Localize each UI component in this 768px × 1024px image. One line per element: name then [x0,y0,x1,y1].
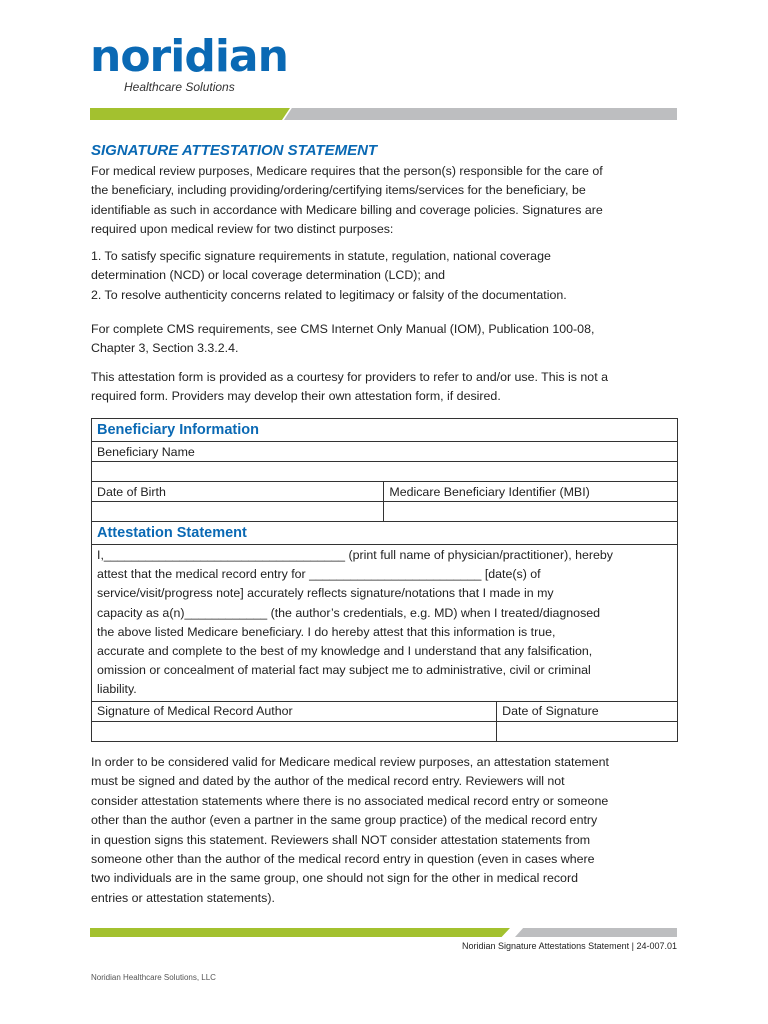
beneficiary-info-header: Beneficiary Information [92,419,678,442]
footer-bar-green [90,928,510,937]
beneficiary-name-field[interactable] [92,462,678,482]
cms-paragraph [91,320,594,359]
intro-paragraph [91,162,603,240]
header-bar-green [90,108,290,120]
purposes-list [91,247,567,305]
beneficiary-name-label: Beneficiary Name [92,442,678,462]
dob-field[interactable] [92,502,384,522]
list-item: 2. To resolve authenticity concerns related to legitimacy or falsity of the documentation. [91,287,567,302]
attestation-form [91,418,678,742]
text-line: In order to be considered valid for Medicare medical review purposes, an attestation statement [91,755,609,769]
signature-field[interactable] [92,721,497,741]
text-line: someone other than the author of the medical record entry in question (even in cases where [91,852,595,867]
list-item: determination (NCD) or local coverage determination (LCD); and [91,268,445,283]
validity-paragraph [91,753,609,908]
noridian-logo: noridian [90,31,288,82]
mbi-field[interactable] [384,502,678,522]
text-line: Chapter 3, Section 3.3.2.4. [91,341,239,356]
text-line: must be signed and dated by the author of the medical record entry. Reviewers will not [91,774,565,789]
signature-label: Signature of Medical Record Author [92,701,497,721]
text-line: the above listed Medicare beneficiary. I do hereby attest that this information is true, [97,624,556,639]
mbi-label: Medicare Beneficiary Identifier (MBI) [384,482,678,502]
text-line: required upon medical review for two distinct purposes: [91,222,394,237]
text-line: attest that the medical record entry for _________________________ [date(s) of [97,567,541,582]
footer-reference: Noridian Signature Attestations Statement | 24-007.01 [462,941,677,951]
attestation-header: Attestation Statement [92,522,678,545]
page-title: SIGNATURE ATTESTATION STATEMENT [91,142,378,159]
courtesy-paragraph [91,368,608,407]
text-line: accurate and complete to the best of my knowledge and I understand that any falsification, [97,644,593,659]
text-line: liability. [97,682,137,697]
text-line: the beneficiary, including providing/ordering/certifying items/services for the beneficiary, be [91,183,586,198]
text-line: This attestation form is provided as a courtesy for providers to refer to and/or use. This is not a [91,370,608,384]
date-of-signature-field[interactable] [497,721,678,741]
logo-subtitle: Healthcare Solutions [124,80,235,94]
text-line: two individuals are in the same group, one should not sign for the other in medical record [91,871,578,886]
list-item: 1. To satisfy specific signature requirements in statute, regulation, national coverage [91,249,551,263]
text-line: other than the author (even a partner in the same group practice) of the medical record entry [91,813,598,828]
text-line: in question signs this statement. Reviewers shall NOT consider attestation statements from [91,832,591,847]
header-bar-gray [284,108,677,120]
text-line: consider attestation statements where there is no associated medical record entry or someone [91,793,609,808]
text-line: capacity as a(n)____________ (the author’s credentials, e.g. MD) when I treated/diagnosed [97,605,601,620]
footer-company: Noridian Healthcare Solutions, LLC [91,973,216,982]
attestation-statement [92,545,678,702]
text-line: required form. Providers may develop their own attestation form, if desired. [91,389,501,404]
text-line: I,___________________________________ (print full name of physician/practitioner), hereby [97,548,613,562]
text-line: service/visit/progress note] accurately reflects signature/notations that I made in my [97,586,554,601]
text-line: entries or attestation statements). [91,890,275,905]
footer-bar-gray [515,928,677,937]
date-of-signature-label: Date of Signature [497,701,678,721]
text-line: omission or concealment of material fact may subject me to administrative, civil or criminal [97,663,591,678]
text-line: identifiable as such in accordance with Medicare billing and coverage policies. Signatures are [91,202,603,217]
text-line: For medical review purposes, Medicare requires that the person(s) responsible for the care of [91,164,603,178]
dob-label: Date of Birth [92,482,384,502]
text-line: For complete CMS requirements, see CMS Internet Only Manual (IOM), Publication 100-08, [91,322,595,336]
